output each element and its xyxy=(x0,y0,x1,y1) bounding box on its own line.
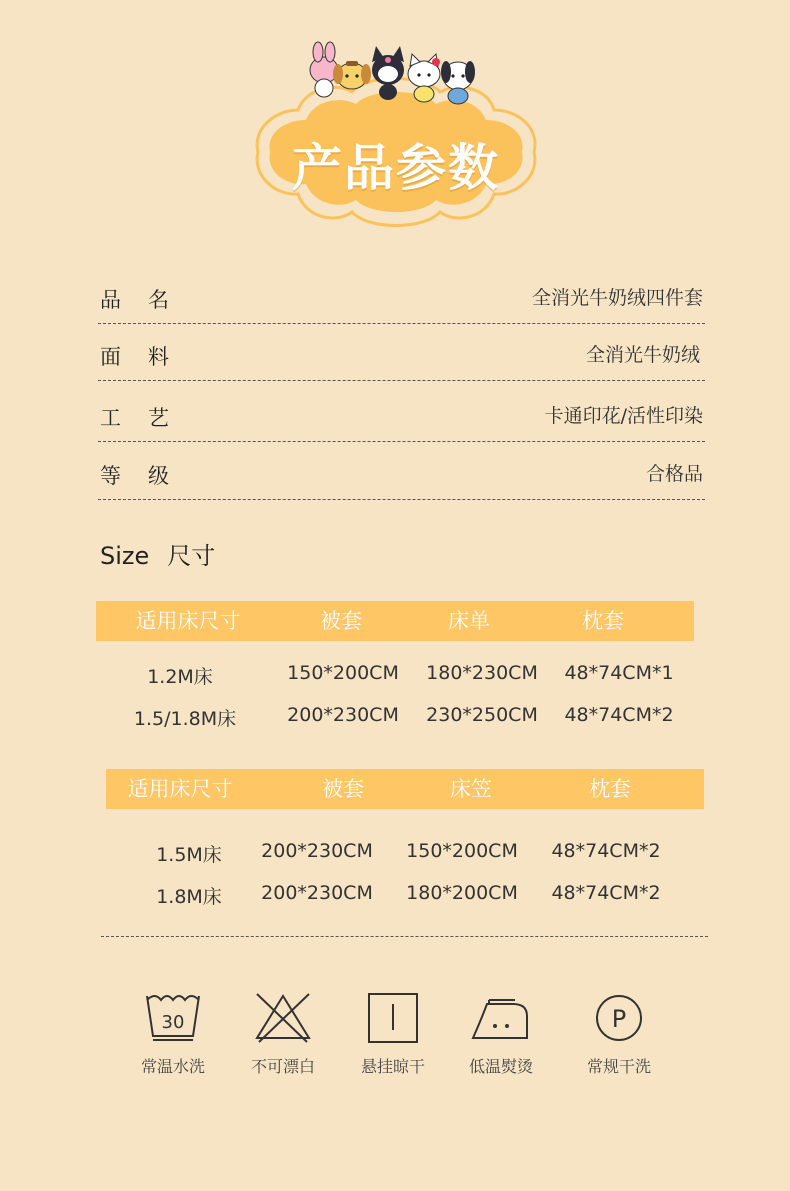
table2-header-cell: 适用床尺寸 xyxy=(127,777,233,801)
table-cell: 48*74CM*2 xyxy=(551,840,661,862)
care-label: 不可漂白 xyxy=(250,1057,315,1076)
table-cell: 200*230CM xyxy=(287,704,399,726)
care-label: 悬挂晾干 xyxy=(360,1057,425,1076)
table1-header xyxy=(96,601,694,641)
table2-header-cell: 被套 xyxy=(322,777,364,801)
spec-label: 等级 xyxy=(100,464,196,488)
table-cell: 200*230CM xyxy=(261,840,373,862)
care-label: 低温熨烫 xyxy=(468,1057,533,1076)
care-item-no-bleach xyxy=(228,990,338,1077)
spec-value: 全消光牛奶绒 xyxy=(585,344,700,366)
title-badge xyxy=(248,40,544,240)
spec-row-fabric xyxy=(98,323,705,381)
page-title: 产品参数 xyxy=(292,139,500,197)
spec-row-grade xyxy=(98,442,705,500)
spec-row-craft xyxy=(98,384,705,442)
table-cell: 230*250CM xyxy=(426,704,538,726)
table-cell: 150*200CM xyxy=(287,662,399,684)
table2-header-cell: 床笠 xyxy=(450,777,492,801)
spec-value: 卡通印花/活性印染 xyxy=(544,405,703,427)
size-heading-zh: 尺寸 xyxy=(167,542,216,570)
table-cell: 150*200CM xyxy=(406,840,518,862)
wash-30-icon xyxy=(143,990,203,1044)
low-iron-icon xyxy=(469,990,533,1044)
spec-label: 工艺 xyxy=(100,406,196,430)
table1-header-cell: 适用床尺寸 xyxy=(135,609,241,633)
table-row xyxy=(0,882,790,912)
svg-text:P: P xyxy=(611,1005,627,1033)
mascot-characters xyxy=(310,42,475,104)
table1-header-cell: 被套 xyxy=(320,609,362,633)
table2-header xyxy=(106,769,704,809)
table-cell: 48*74CM*1 xyxy=(564,662,674,684)
spec-value: 全消光牛奶绒四件套 xyxy=(531,287,703,309)
care-item-low-iron xyxy=(446,990,556,1077)
care-item-wash xyxy=(118,990,228,1077)
svg-text:30: 30 xyxy=(161,1012,185,1033)
table-row xyxy=(0,840,790,870)
size-heading-en: Size xyxy=(100,542,150,570)
table-row xyxy=(0,704,790,734)
care-label: 常规干洗 xyxy=(586,1057,651,1076)
table-cell: 48*74CM*2 xyxy=(551,882,661,904)
table2-header-cell: 枕套 xyxy=(589,777,631,801)
table-cell: 1.8M床 xyxy=(156,886,222,908)
size-heading xyxy=(100,536,215,571)
spec-row-name xyxy=(98,266,705,324)
table-cell: 1.5/1.8M床 xyxy=(133,708,237,730)
care-item-hang-dry xyxy=(338,990,448,1077)
table-cell: 1.5M床 xyxy=(156,844,222,866)
dry-clean-icon xyxy=(589,990,649,1044)
table-cell: 48*74CM*2 xyxy=(564,704,674,726)
table-cell: 1.2M床 xyxy=(147,666,213,688)
table1-header-cell: 枕套 xyxy=(582,609,624,633)
spec-value: 合格品 xyxy=(645,463,703,485)
table-cell: 180*230CM xyxy=(426,662,538,684)
spec-label: 面料 xyxy=(100,345,196,369)
table-cell: 200*230CM xyxy=(261,882,373,904)
care-item-dry-clean xyxy=(564,990,674,1077)
hang-dry-icon xyxy=(363,990,423,1044)
table-row xyxy=(0,662,790,692)
table-cell: 180*200CM xyxy=(406,882,518,904)
table1-header-cell: 床单 xyxy=(448,609,490,633)
section-divider xyxy=(101,936,708,937)
spec-label: 品名 xyxy=(100,288,196,312)
no-bleach-icon xyxy=(253,990,313,1044)
care-label: 常温水洗 xyxy=(140,1057,205,1076)
